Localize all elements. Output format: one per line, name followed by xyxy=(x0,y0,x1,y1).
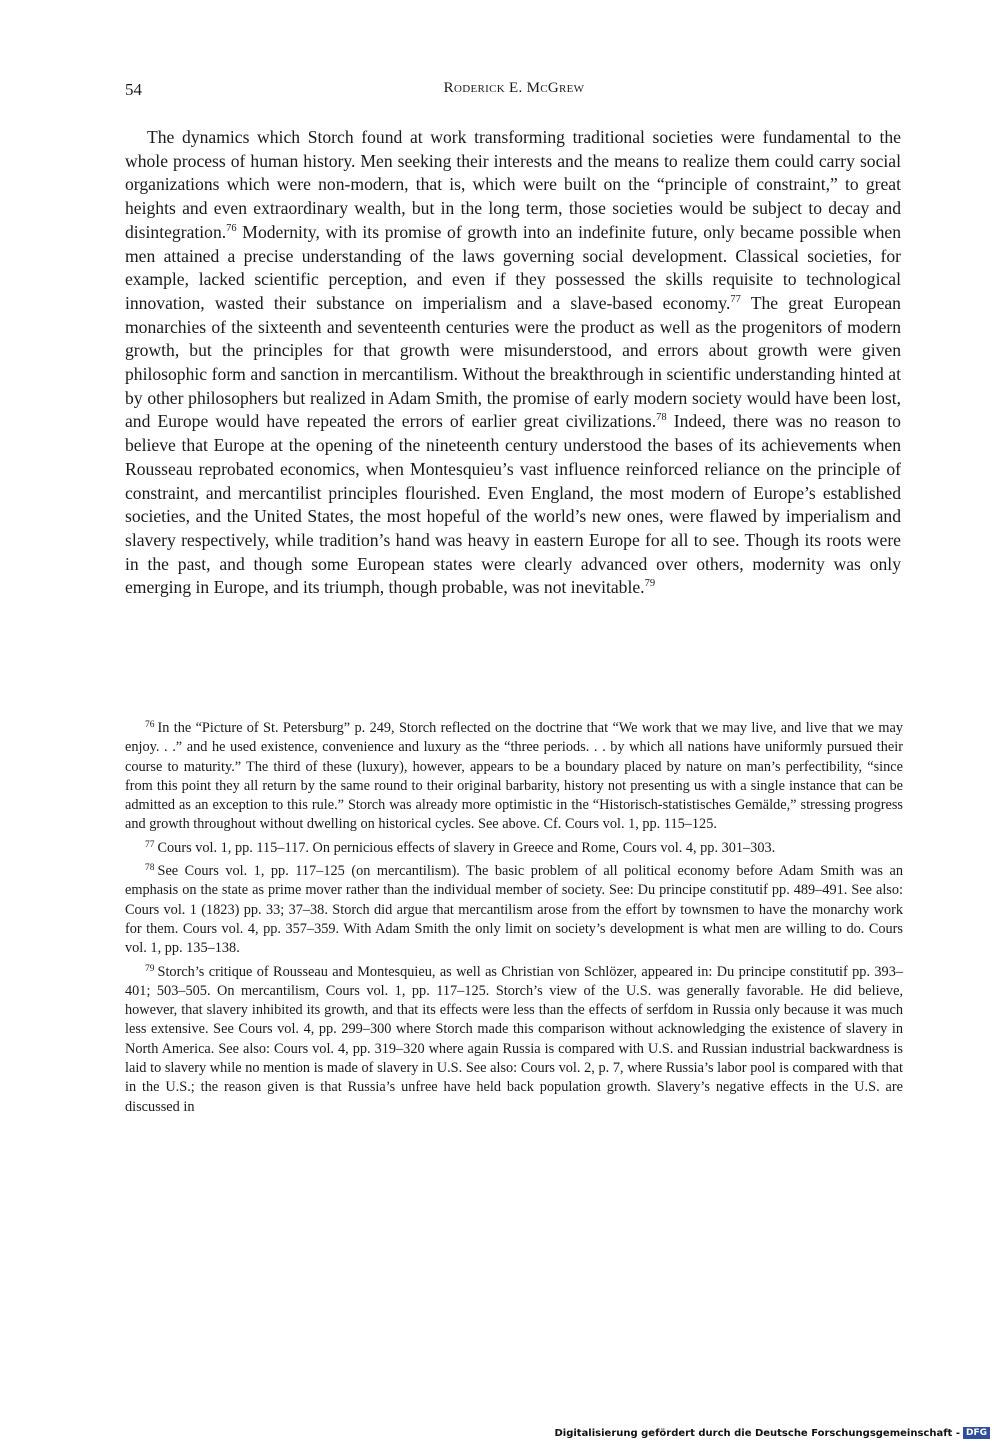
body-text-part: The dynamics which Storch found at work transforming traditional societies were fundamental to the whole process of human history. Men seeking their interests and the means to realize them could carry social organizations which were non-modern, that is, which were built on the “principle of constraint,” to great heights and even extraordinary wealth, but in the long term, those societies would be subject to decay and disintegration. xyxy=(125,127,901,242)
footnote-ref-76[interactable]: 76 xyxy=(226,222,237,234)
footnote-77 xyxy=(125,836,903,858)
footnote-76 xyxy=(125,716,903,835)
footnote-number: 78 xyxy=(145,863,155,874)
body-text-part: The great European monarchies of the sixteenth and seventeenth centuries were the product as well as the progenitors of modern growth, but the principles for that growth were misunderstood, and errors about growth were given philosophic form and sanction in mercantilism. Without the breakthrough in scientific understanding hinted at by other philosophers but realized in Adam Smith, the promise of early modern society would have been lost, and Europe would have repeated the errors of earlier great civilizations. xyxy=(125,292,901,432)
footnote-text: In the “Picture of St. Petersburg” p. 249, Storch reflected on the doctrine that “We work that we may live, and live that we may enjoy. . .” and he used existence, convenience and luxury as the “three periods. . . by which all nations have uniformly pursued their course to maturity.” The third of these (luxury), however, appears to be a boundary placed by nature on man’s perfectibility, “since from this point they all return by the same round to their original barbarity, history not presenting us with a single instance that can be admitted as an exception to this rule.” Storch was already more optimistic in the “Historisch-statistisches Gemälde,” stressing progress and growth throughout without dwelling on historical cycles. See above. Cf. Cours vol. 1, pp. 115–125. xyxy=(125,720,903,833)
footnote-number: 77 xyxy=(145,839,155,850)
dfg-logo: DFG xyxy=(963,1427,990,1439)
credit-text: Digitalisierung gefördert durch die Deutsche Forschungsgemeinschaft - xyxy=(554,1428,960,1439)
footnote-ref-77[interactable]: 77 xyxy=(730,293,741,305)
body-text-part: Indeed, there was no reason to believe that Europe at the opening of the nineteenth century understood the bases of its achievements when Rousseau reprobated economics, when Montesquieu’s vast influence reinforced reliance on the principle of constraint, and mercantilist principles flourished. Even England, the most modern of Europe’s established societies, and the United States, the most hopeful of the world’s new ones, were flawed by imperialism and slavery respectively, while tradition’s hand was heavy in eastern Europe for all to see. Though its roots were in the past, and though some European states were clearly advanced over others, modernity was only emerging in Europe, and its triumph, though probable, was not inevitable. xyxy=(125,411,901,598)
footnote-text: Storch’s critique of Rousseau and Montesquieu, as well as Christian von Schlözer, appeared in: Du principe constitutif pp. 393–401; 503–505. On mercantilism, Cours vol. 1, pp. 117–125. Storch’s view of the U.S. was generally favorable. He did believe, however, that slavery inhibited its growth, and that its effects were less than the effects of serfdom in Russia only because it was much less extensive. See Cours vol. 4, pp. 299–300 where Storch made this comparison without acknowledging the existence of slavery in North America. See also: Cours vol. 4, pp. 319–320 where again Russia is compared with U.S. and Russian industrial backwardness is laid to slavery while no mention is made of slavery in U.S. See also: Cours vol. 2, p. 7, where Russia’s labor pool is compared with that in the U.S.; the reason given is that Russia’s unfree have held back population growth. Slavery’s negative effects in the U.S. are discussed in xyxy=(125,963,903,1115)
footnote-78 xyxy=(125,859,903,958)
digitization-credit xyxy=(554,1427,990,1439)
footnote-79 xyxy=(125,960,903,1117)
footnote-text: See Cours vol. 1, pp. 117–125 (on mercantilism). The basic problem of all political economy before Adam Smith was an emphasis on the state as prime mover rather than the individual member of society. See: Du principe constitutif pp. 489–491. See also: Cours vol. 1 (1823) pp. 33; 37–38. Storch did argue that mercantilism arose from the effort by townsmen to have the monarchy work for them. Cours vol. 4, pp. 357–359. With Adam Smith the only limit on society’s development is what men are willing to do. Cours vol. 1, pp. 135–138. xyxy=(125,863,903,957)
footnote-number: 79 xyxy=(145,963,155,974)
footnote-ref-79[interactable]: 79 xyxy=(644,578,656,590)
body-paragraph xyxy=(125,126,901,600)
footnote-number: 76 xyxy=(145,720,155,730)
footnote-text: Cours vol. 1, pp. 115–117. On pernicious effects of slavery in Greece and Rome, Cours vol. 4, pp. 301–303. xyxy=(157,839,776,856)
page-number: 54 xyxy=(125,80,142,99)
footnote-ref-78[interactable]: 78 xyxy=(656,412,667,424)
page-header xyxy=(125,80,903,106)
body-text-part: Modernity, with its promise of growth into an indefinite future, only became possible when men attained a precise understanding of the laws governing social development. Classical societies, for example, lacked scientific perception, and even if they possessed the skills requisite to technological innovation, wasted their substance on imperialism and a slave-based economy. xyxy=(125,221,901,313)
running-head: Roderick E. McGrew xyxy=(443,80,585,96)
footnotes xyxy=(125,716,903,1118)
